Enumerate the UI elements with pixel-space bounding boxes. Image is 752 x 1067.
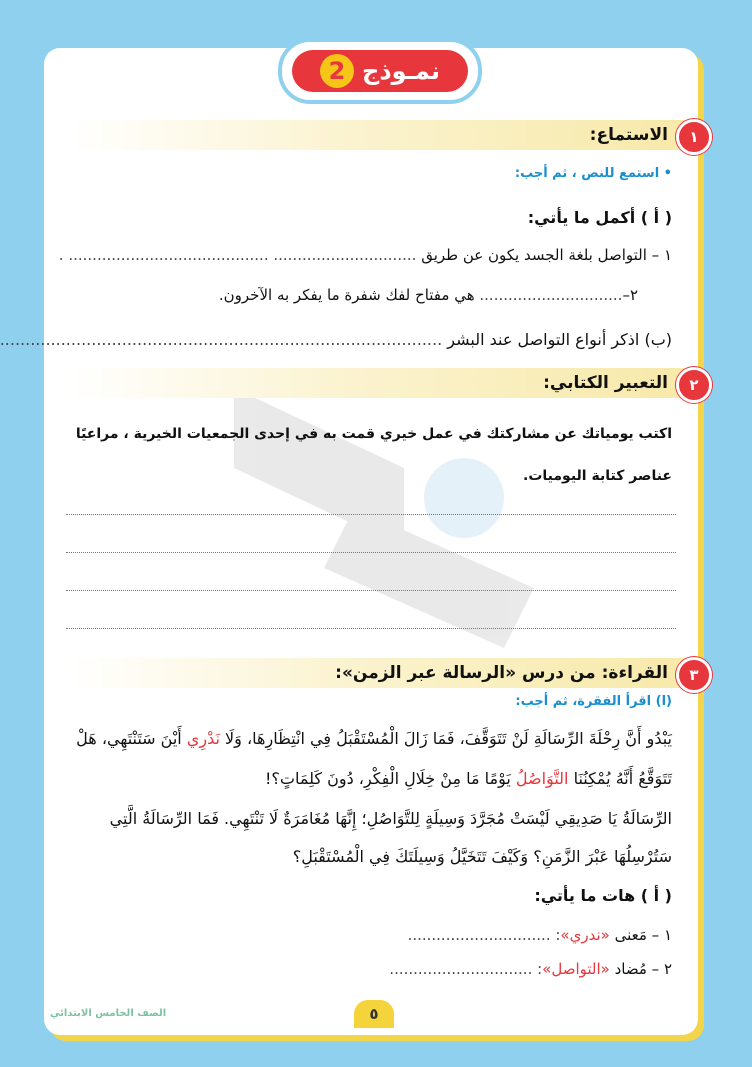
reading-number: ٣ bbox=[676, 657, 712, 693]
listening-header bbox=[68, 120, 698, 150]
reading-p1-word-tawasul: التَّوَاصُلُ bbox=[515, 769, 569, 788]
reading-part-a: ( أ ) هات ما يأتي: bbox=[534, 886, 672, 905]
model-title-pill bbox=[292, 50, 468, 92]
reading-q2 bbox=[389, 960, 672, 978]
writing-answer-line-1[interactable] bbox=[66, 514, 676, 515]
writing-prompt-line1: اكتب يومياتك عن مشاركتك في عمل خيري قمت به في إحدى الجمعيات الخيرية ، مراعيًا bbox=[75, 426, 672, 442]
reading-header bbox=[68, 658, 698, 688]
listening-q2 bbox=[219, 286, 638, 304]
listening-q1-blank[interactable]: .............................. .......................................... . bbox=[58, 246, 417, 264]
model-number: 2 bbox=[320, 54, 354, 88]
writing-number: ٢ bbox=[676, 367, 712, 403]
writing-answer-line-4[interactable] bbox=[66, 628, 676, 629]
reading-q2-blank[interactable]: : .............................. bbox=[389, 960, 543, 978]
footer-grade-label: الصف الخامس الابتدائي bbox=[50, 1008, 167, 1019]
listening-q2-prefix: ٢– bbox=[622, 286, 638, 304]
page-number: ٥ bbox=[354, 1000, 394, 1028]
reading-p1-line1-a: يَبْدُو أَنَّ رِحْلَةَ الرِّسَالَةِ لَنْ تَتَوَقَّفَ، فَمَا زَالَ الْمُسْتَقْبَلُ فِي انْتِظَارِهَا، وَلَا bbox=[225, 729, 672, 748]
model-title-badge bbox=[278, 38, 482, 104]
reading-p1-word-nadri: نَدْرِي bbox=[186, 729, 220, 748]
reading-title: القراءة: من درس «الرسالة عبر الزمن»: bbox=[335, 663, 668, 683]
reading-p2-line1: الرِّسَالَةُ يَا صَدِيقِي لَيْسَتْ مُجَرَّدَ وَسِيلَةٍ لِلتَّوَاصُلِ؛ إِنَّهَا مُغَامَرَةٌ لَا تَنْتَهِي. فَمَا الرِّسَالَةُ الَّتِي bbox=[109, 809, 672, 828]
reading-p1-line2-a: تَتَوَقَّعُ أَنَّهُ يُمْكِنُنَا bbox=[573, 769, 672, 788]
reading-q2-prefix: ٢ – مُضاد bbox=[614, 960, 672, 978]
listening-part-b-blank[interactable]: ....................................................................................... bbox=[0, 330, 443, 349]
reading-p1-line1 bbox=[76, 730, 672, 748]
reading-p1-line2-b: يَوْمًا مَا مِنْ خِلَالِ الْفِكْرِ، دُونَ كَلِمَاتٍ؟! bbox=[265, 769, 511, 788]
worksheet-page bbox=[0, 48, 699, 1035]
reading-p1-line2 bbox=[265, 770, 672, 788]
listening-part-b bbox=[0, 330, 672, 349]
reading-q1-word: «ندري» bbox=[560, 926, 610, 944]
listening-q2-blank[interactable]: .............................. bbox=[479, 286, 623, 304]
writing-answer-line-3[interactable] bbox=[66, 590, 676, 591]
writing-answer-line-2[interactable] bbox=[66, 552, 676, 553]
writing-prompt-line2: عناصر كتابة اليوميات. bbox=[523, 468, 672, 484]
listening-q1-text: ١ – التواصل بلغة الجسد يكون عن طريق bbox=[421, 246, 672, 264]
model-title-text: نمـوذج bbox=[362, 57, 440, 85]
listening-q2-text: هي مفتاح لفك شفرة ما يفكر به الآخرون. bbox=[218, 286, 475, 304]
reading-instruction: (ا) اقرأ الفقرة، ثم أجب: bbox=[515, 694, 672, 709]
reading-q2-word: «التواصل» bbox=[542, 960, 610, 978]
writing-header bbox=[68, 368, 698, 398]
listening-instruction: • استمع للنص ، ثم أجب: bbox=[514, 166, 672, 181]
reading-q1-prefix: ١ – مَعنى bbox=[614, 926, 672, 944]
listening-title: الاستماع: bbox=[589, 125, 668, 145]
reading-q1 bbox=[408, 926, 672, 944]
listening-q1 bbox=[59, 246, 672, 264]
listening-number: ١ bbox=[676, 119, 712, 155]
listening-part-a: ( أ ) أكمل ما يأتي: bbox=[527, 208, 672, 227]
listening-part-b-text: (ب) اذكر أنواع التواصل عند البشر bbox=[447, 330, 672, 349]
writing-title: التعبير الكتابي: bbox=[543, 373, 668, 393]
reading-p1-line1-b: أَيْنَ سَتَنْتَهِي، هَلْ bbox=[76, 729, 182, 748]
reading-q1-blank[interactable]: : .............................. bbox=[407, 926, 561, 944]
reading-p2-line2: سَتُرْسِلُهَا عَبْرَ الزَّمَنِ؟ وَكَيْفَ تَتَخَيَّلُ وَسِيلَتَكَ فِي الْمُسْتَقْبَلِ؟ bbox=[292, 847, 672, 866]
